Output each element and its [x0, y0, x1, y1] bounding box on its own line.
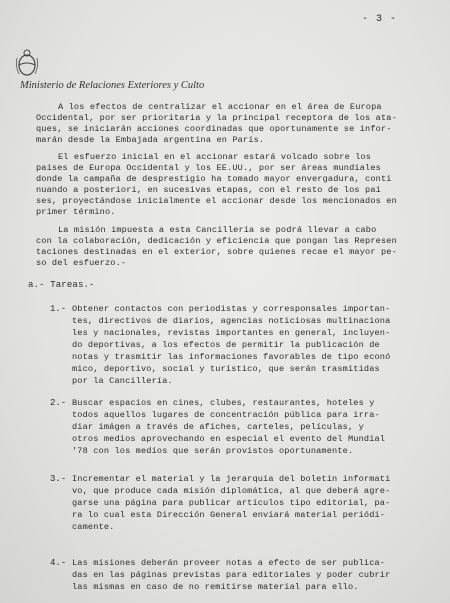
paragraph-2-line: donde la campaña de desprestigio ha tomado mayor envergadura, conti [36, 174, 392, 184]
task-1-line: tes, directivos de diarios, agencias noticiosas multinaciona [72, 316, 391, 326]
task-3-line: ra lo cual esta Dirección General enviará material periódi- [72, 510, 386, 520]
task-1-line: por la Cancillería. [72, 376, 173, 386]
task-3-line: Incrementar el material y la jerarquía del boletín informati [72, 474, 391, 484]
paragraph-2-line: nuando a posteriori, en sucesivas etapas, con el resto de los paí [36, 185, 381, 195]
task-4-line: das en las páginas previstas para editoriales y poder cubrir [72, 570, 391, 580]
task-4-line: Las misiones deberán proveer notas a efecto de ser publica- [72, 558, 386, 568]
national-coat-of-arms-icon [14, 48, 40, 78]
task-2-line: diar imágen a través de afiches, carteles, películas, y [72, 422, 364, 432]
task-3-line: garse una página para publicar artículos tipo editorial, pa- [72, 498, 391, 508]
task-4-number: 4.- [50, 558, 67, 568]
task-2-line: '78 con los medios que serán provistos oportunamente. [72, 446, 354, 456]
paragraph-2-line: países de Europa Occidental y los EE.UU., por ser áreas mundiales [36, 163, 381, 173]
paragraph-2-line: ses, proyectándose inicialmente el accionar desde los mencionados en [36, 196, 397, 206]
task-2-line: Buscar espacios en cines, clubes, restaurantes, hoteles y [72, 398, 375, 408]
task-1-number: 1.- [50, 304, 67, 314]
paragraph-1-line: ques, se iniciarán acciones coordinadas que oportunamente se infor- [36, 124, 392, 134]
task-2-line: todos aquellos lugares de concentración pública para irra- [72, 410, 380, 420]
section-heading: a.- Tareas.- [28, 280, 95, 290]
task-3-line: camente. [72, 522, 115, 532]
paragraph-2-line: El esfuerzo inicial en el accionar estará volcado sobre los [58, 152, 372, 162]
task-1-line: mico, deportivo, social y turístico, que serán trasmitidas [72, 364, 380, 374]
paragraph-1-line: marán desde la Embajada argentina en París. [36, 135, 265, 145]
task-3-number: 3.- [50, 474, 67, 484]
paragraph-3-line: con la colaboración, dedicación y eficiencia que pongan las Represen [36, 236, 397, 246]
task-1-line: do deportivas, a los efectos de permitir la publicación de [72, 340, 380, 350]
paragraph-1-line: Occidental, por ser prioritaria y la principal receptora de los ata- [36, 113, 397, 123]
paragraph-3-line: taciones destinadas en el exterior, sobre quienes recae el mayor pe- [36, 247, 397, 257]
task-1-line: les y nacionales, revistas importantes en general, incluyen- [72, 328, 391, 338]
paragraph-3-line: La misión impuesta a esta Cancillería se podrá llevar a cabo [58, 225, 377, 235]
task-1-line: Obtener contactos con periodistas y corresponsales importan- [72, 304, 391, 314]
task-2-line: otros medios aprovechando en especial el evento del Mundial [72, 434, 386, 444]
task-3-line: vo, que produce cada misión diplomática, al que deberá agre- [72, 486, 391, 496]
paragraph-3-line: so del esfuerzo.- [36, 258, 127, 268]
page-number: - 3 - [362, 14, 398, 25]
task-2-number: 2.- [50, 398, 67, 408]
paragraph-1-line: A los efectos de centralizar el accionar en el área de Europa [58, 102, 382, 112]
task-1-line: notas y trasmitir las informaciones favorables de tipo econó [72, 352, 391, 362]
letterhead: Ministerio de Relaciones Exteriores y Culto [20, 80, 205, 91]
task-4-line: las mismas en caso de no remitirse material para ello. [72, 582, 359, 592]
paragraph-2-line: primer término. [36, 207, 116, 217]
